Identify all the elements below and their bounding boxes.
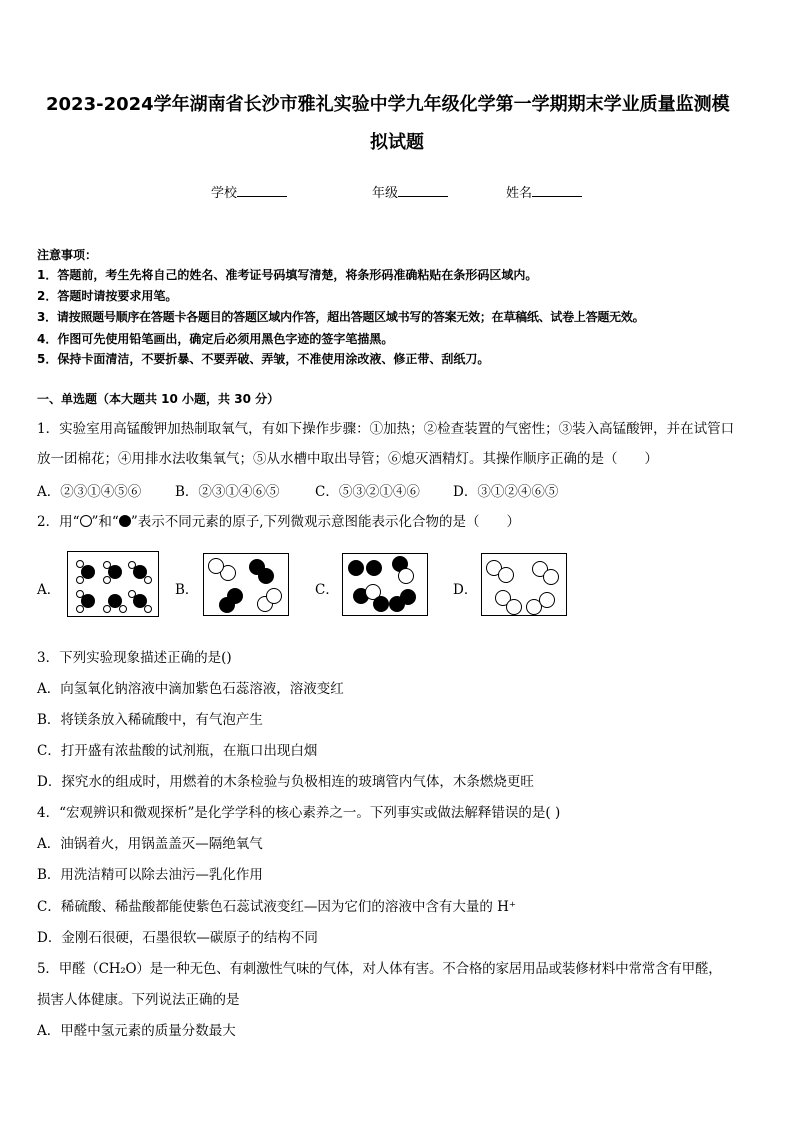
black-atom-icon xyxy=(119,515,131,527)
question-1-option-d[interactable]: D．③①②④⑥⑤ xyxy=(453,484,559,500)
black-atom-icon xyxy=(366,560,382,576)
school-field[interactable] xyxy=(211,182,287,201)
school-blank[interactable] xyxy=(237,184,287,197)
question-5-stem-continued: 损害人体健康。下列说法正确的是 xyxy=(37,992,240,1008)
grade-field[interactable] xyxy=(372,182,448,201)
question-4-stem: 4．“宏观辨识和微观探析”是化学学科的核心素养之一。下列事实或做法解释错误的是( ) xyxy=(37,805,561,821)
notice-item: 5．保持卡面清洁，不要折暴、不要弄破、弄皱，不准使用涂改液、修正带、刮纸刀。 xyxy=(37,352,490,366)
question-4-option-c[interactable]: C．稀硫酸、稀盐酸都能使紫色石蕊试液变红—因为它们的溶液中含有大量的 H⁺ xyxy=(37,899,517,915)
q2-text-post: ”表示不同元素的原子,下列微观示意图能表示化合物的是（ ） xyxy=(130,514,521,530)
question-2-option-c[interactable]: C． xyxy=(315,582,339,598)
question-3-option-a[interactable]: A．向氢氧化钠溶液中滴加紫色石蕊溶液，溶液变红 xyxy=(37,681,344,697)
white-atom-icon xyxy=(76,605,84,613)
question-4-option-b[interactable]: B．用洗洁精可以除去油污—乳化作用 xyxy=(37,867,263,883)
diagram-d xyxy=(481,553,567,616)
notice-item: 4．作图可先使用铅笔画出，确定后必须用黑色字迹的签字笔描黑。 xyxy=(37,332,394,346)
white-atom-icon xyxy=(128,561,136,569)
section-heading: 一、单选题（本大题共 10 小题，共 30 分） xyxy=(37,392,280,406)
page-title: 2023-2024学年湖南省长沙市雅礼实验中学九年级化学第一学期期末学业质量监测模 xyxy=(46,94,730,115)
question-3-option-d[interactable]: D．探究水的组成时，用燃着的木条检验与负极相连的玻璃管内气体，木条燃烧更旺 xyxy=(37,774,534,790)
white-atom-icon xyxy=(76,576,84,584)
white-atom-icon xyxy=(498,567,514,583)
white-atom-icon xyxy=(103,561,111,569)
white-atom-icon xyxy=(128,590,136,598)
grade-label: 年级 xyxy=(372,186,399,201)
diagram-a xyxy=(67,551,159,617)
black-atom-icon xyxy=(400,589,416,605)
white-atom-icon xyxy=(144,576,152,584)
white-atom-icon xyxy=(543,569,559,585)
white-atom-icon xyxy=(76,560,84,568)
question-2-option-d[interactable]: D． xyxy=(453,582,478,598)
question-4-option-d[interactable]: D．金刚石很硬，石墨很软—碳原子的结构不同 xyxy=(37,930,318,946)
question-5-option-a[interactable]: A．甲醛中氢元素的质量分数最大 xyxy=(37,1023,236,1039)
white-atom-icon xyxy=(80,515,92,527)
grade-blank[interactable] xyxy=(398,184,448,197)
white-atom-icon xyxy=(76,590,84,598)
white-atom-icon xyxy=(208,558,224,574)
name-blank[interactable] xyxy=(532,184,582,197)
black-atom-icon xyxy=(348,560,364,576)
white-atom-icon xyxy=(539,592,555,608)
white-atom-icon xyxy=(103,576,111,584)
white-atom-icon xyxy=(144,605,152,613)
name-field[interactable] xyxy=(506,182,582,201)
diagram-b xyxy=(203,553,289,616)
white-atom-icon xyxy=(266,588,282,604)
white-atom-icon xyxy=(103,605,111,613)
notice-item: 1．答题前，考生先将自己的姓名、准考证号码填写清楚，将条形码准确粘贴在条形码区域内。 xyxy=(37,268,538,282)
q2-text-pre: 2．用“ xyxy=(37,514,80,530)
question-4-option-a[interactable]: A．油锅着火，用锅盖盖灭—隔绝氧气 xyxy=(37,836,263,852)
question-1-option-b[interactable]: B．②③①④⑥⑤ xyxy=(175,484,280,500)
question-1-option-a[interactable]: A．②③①④⑤⑥ xyxy=(37,484,142,500)
question-5-stem: 5．甲醛（CH₂O）是一种无色、有刺激性气味的气体，对人体有害。不合格的家居用品或装修材料中常常含有甲醛， xyxy=(37,961,722,977)
black-atom-icon xyxy=(258,568,274,584)
notice-item: 2．答题时请按要求用笔。 xyxy=(37,289,178,303)
question-3-stem: 3．下列实验现象描述正确的是() xyxy=(37,650,232,666)
question-2-option-b[interactable]: B． xyxy=(175,582,199,598)
question-1-stem: 1．实验室用高锰酸钾加热制取氧气，有如下操作步骤：①加热；②检查装置的气密性；③装入高锰酸钾，并在试管口 xyxy=(37,421,735,437)
black-atom-icon xyxy=(373,596,389,612)
question-3-option-c[interactable]: C．打开盛有浓盐酸的试剂瓶，在瓶口出现白烟 xyxy=(37,743,318,759)
notice-heading: 注意事项： xyxy=(37,248,98,262)
question-2-stem xyxy=(37,510,520,530)
white-atom-icon xyxy=(398,568,414,584)
white-atom-icon xyxy=(119,605,127,613)
question-1-stem-continued: 放一团棉花；④用排水法收集氧气；⑤从水槽中取出导管；⑥熄灭酒精灯。其操作顺序正确的是（ ） xyxy=(37,451,658,467)
question-1-option-c[interactable]: C．⑤③②①④⑥ xyxy=(315,484,420,500)
question-2-option-a[interactable]: A． xyxy=(37,582,61,598)
black-atom-icon xyxy=(219,597,235,613)
notice-item: 3．请按照题号顺序在答题卡各题目的答题区域内作答，超出答题区域书写的答案无效；在草稿纸、试卷上答题无效。 xyxy=(37,310,645,324)
diagram-c xyxy=(342,553,428,616)
name-label: 姓名 xyxy=(506,186,533,201)
white-atom-icon xyxy=(506,599,522,615)
school-label: 学校 xyxy=(211,186,238,201)
question-3-option-b[interactable]: B．将镁条放入稀硫酸中，有气泡产生 xyxy=(37,712,263,728)
q2-text-mid: ”和“ xyxy=(91,514,119,530)
page-title-continued: 拟试题 xyxy=(370,132,424,153)
